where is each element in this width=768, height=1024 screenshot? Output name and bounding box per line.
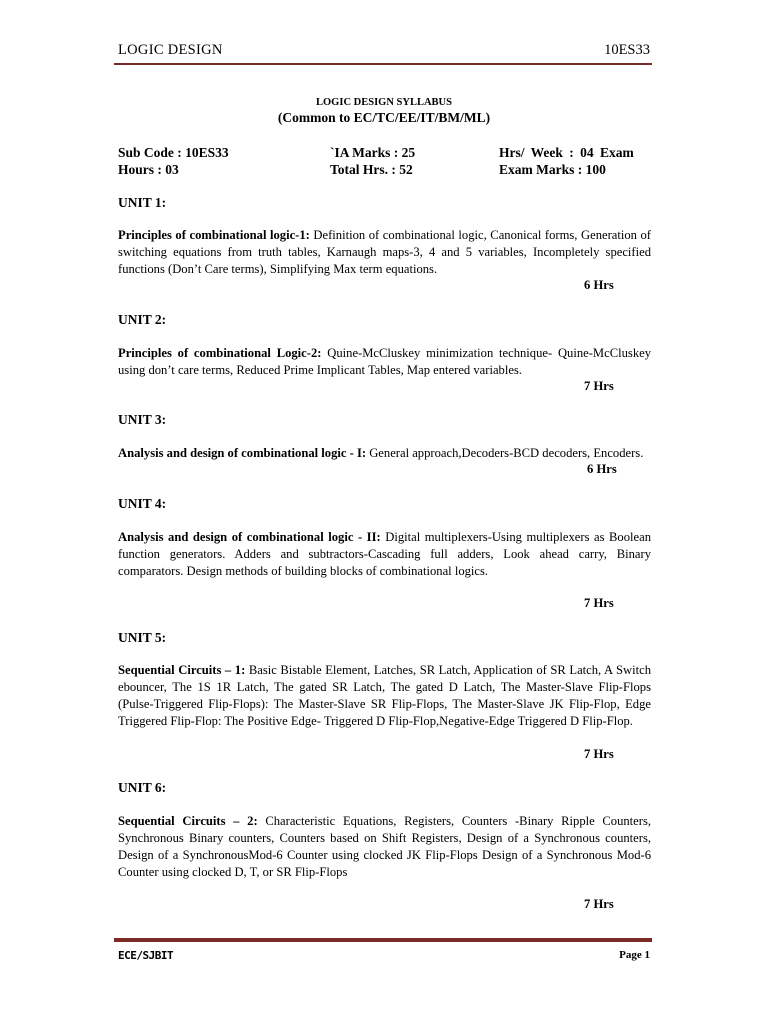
total-hrs: Total Hrs. : 52 (330, 162, 413, 177)
unit-topic: Principles of combinational logic-1: (118, 228, 310, 242)
hrs-week: Hrs/ Week : 04 Exam (499, 145, 634, 160)
unit-heading: UNIT 2: (118, 312, 167, 327)
unit-heading: UNIT 3: (118, 412, 167, 427)
header-code: 10ES33 (604, 42, 650, 58)
header-divider (114, 63, 652, 65)
unit-hours: 6 Hrs (587, 462, 617, 476)
unit-description (118, 529, 651, 580)
unit-body: Characteristic Equations, Registers, Counters -Binary Ripple Counters, Synchronous Binary counters, Counters based on Shift Registers, Design of a Synchronous counters, Design of a SynchronousMod-6 Counter using clocked JK Flip-Flops Design of a Synchronous Mod-6 Counter using clocked D, T, or SR Flip-Flops (118, 814, 652, 879)
unit-hours: 7 Hrs (584, 747, 614, 761)
unit-body: Definition of combinational logic, Canonical forms, Generation of switching equations from truth tables, Karnaugh maps-3, 4 and 5 variables, Incompletely specified functions (Don’t Care terms), Simplifying Max term equations. (118, 228, 652, 276)
sub-code: Sub Code : 10ES33 (118, 145, 229, 160)
unit-description (118, 345, 651, 379)
unit-body: Digital multiplexers-Using multiplexers as Boolean function generators. Adders and subtractors-Cascading full adders, Look ahead carry, Binary comparators. Design methods of building blocks of combinational logics. (118, 530, 652, 578)
unit-description (118, 813, 651, 881)
unit-heading: UNIT 5: (118, 630, 167, 645)
unit-description (118, 227, 651, 278)
header-title: LOGIC DESIGN (118, 42, 223, 58)
unit-body: Quine-McCluskey minimization technique- Quine-McCluskey using don’t care terms, Reduced Prime Implicant Tables, Map entered variables. (118, 346, 651, 377)
unit-description (118, 662, 651, 730)
page-number: Page 1 (619, 949, 650, 961)
unit-description (118, 445, 651, 462)
unit-hours: 7 Hrs (584, 379, 614, 393)
ia-marks: `IA Marks : 25 (330, 145, 416, 160)
unit-topic: Sequential Circuits – 1: (118, 663, 246, 677)
hours: Hours : 03 (118, 162, 179, 177)
footer-divider (114, 938, 652, 942)
unit-heading: UNIT 6: (118, 780, 167, 795)
unit-heading: UNIT 1: (118, 195, 167, 210)
syllabus-title: LOGIC DESIGN SYLLABUS (316, 97, 452, 108)
exam-marks: Exam Marks : 100 (499, 162, 606, 177)
unit-heading: UNIT 4: (118, 496, 167, 511)
footer-institution: ECE/SJBIT (118, 949, 174, 962)
unit-hours: 7 Hrs (584, 897, 614, 911)
unit-body: Basic Bistable Element, Latches, SR Latch, Application of SR Latch, A Switch ebouncer, The 1S 1R Latch, The gated SR Latch, The gated D Latch, The Master-Slave Flip-Flops (Pulse-Triggered Flip-Flops): The Master-Slave SR Flip-Flops, The Master-Slave JK Flip-Flop, Edge Triggered Flip-Flop: The Positive Edge- Triggered D Flip-Flop,Negative-Edge Triggered D Flip-Flop. (118, 663, 651, 728)
unit-topic: Sequential Circuits – 2: (118, 814, 258, 828)
unit-topic: Principles of combinational Logic-2: (118, 346, 322, 360)
syllabus-subtitle: (Common to EC/TC/EE/IT/BM/ML) (277, 110, 491, 125)
unit-hours: 7 Hrs (584, 596, 614, 610)
unit-hours: 6 Hrs (584, 278, 614, 292)
unit-topic: Analysis and design of combinational logic - I: (118, 446, 367, 460)
unit-topic: Analysis and design of combinational logic - II: (118, 530, 381, 544)
unit-body: General approach,Decoders-BCD decoders, Encoders. (366, 446, 644, 460)
